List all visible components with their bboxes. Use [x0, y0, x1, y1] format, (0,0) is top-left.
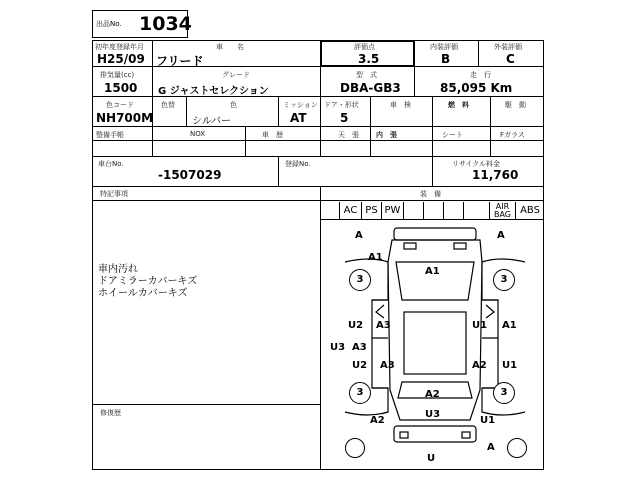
right-mirror [486, 305, 494, 318]
taillight-left [400, 432, 408, 438]
door-label: ドア・形状 [324, 101, 359, 109]
model-value: DBA-GB3 [340, 81, 401, 95]
damage-mark: A [487, 442, 495, 453]
damage-mark: U2 [348, 320, 364, 331]
repair-history-label: 修復歴 [100, 409, 121, 417]
year-label: 初年度登録年月 [95, 43, 144, 51]
inspection-label: 車 検 [390, 101, 411, 109]
recycle-label: リサイクル料金 [452, 160, 501, 168]
damage-mark: U1 [480, 415, 496, 426]
taillight-right [462, 432, 470, 438]
damage-mark: U2 [352, 360, 368, 371]
left-mirror [376, 305, 384, 318]
mileage-label: 走 行 [470, 71, 491, 79]
rear-bumper [394, 426, 476, 442]
tire-front-right: 3 [493, 269, 515, 291]
equipment-airbag: AIR BAG [490, 202, 516, 219]
headlight-left [404, 243, 416, 249]
mission-value: AT [290, 111, 307, 125]
registration-label: 登録No. [285, 160, 311, 168]
interior-value: B [441, 52, 451, 66]
manual-label: 整備手帳 [96, 131, 124, 139]
recycle-value: 11,760 [472, 168, 519, 182]
grade-label: グレード [222, 71, 250, 79]
damage-mark: A1 [502, 320, 517, 331]
nox-label: NOX [190, 130, 206, 138]
color-swap-label: 色替 [161, 101, 175, 109]
damage-mark: A3 [380, 360, 395, 371]
equipment-ps: PS [362, 202, 382, 219]
right-door-lines [482, 300, 498, 388]
seat-label: シート [442, 131, 463, 139]
damage-mark: A1 [368, 252, 383, 263]
damage-mark: U1 [472, 320, 488, 331]
damage-mark: U3 [330, 342, 346, 353]
mileage-value: 85,095 Km [440, 81, 513, 95]
score-value: 3.5 [358, 52, 380, 66]
damage-mark: A2 [370, 415, 385, 426]
equipment-label: 装 備 [420, 190, 441, 198]
drive-label: 駆 動 [505, 101, 526, 109]
damage-mark: A2 [472, 360, 487, 371]
damage-mark: A [497, 230, 505, 241]
equipment-ac: AC [340, 202, 362, 219]
tire-rear-right: 3 [493, 382, 515, 404]
mission-label: ミッション [283, 101, 318, 109]
fuel-label: 燃 料 [448, 101, 469, 109]
chassis-value: -1507029 [158, 168, 222, 182]
history-label: 車 歴 [262, 131, 283, 139]
displacement-label: 排気量(cc) [100, 71, 135, 79]
spare-tire-circle [507, 438, 527, 458]
model-label: 型 式 [356, 71, 377, 79]
color-code-value: NH700M [96, 111, 154, 125]
lot-number-label: 出品No. [96, 20, 122, 28]
damage-mark: U1 [502, 360, 518, 371]
damage-mark: U [427, 453, 436, 464]
color-code-label: 色コード [106, 101, 134, 109]
car-label: 車 名 [216, 43, 244, 51]
interior-label: 内装評価 [430, 43, 458, 51]
equipment-abs: ABS [520, 205, 540, 216]
spare-tire-circle [345, 438, 365, 458]
tire-front-left: 3 [349, 269, 371, 291]
left-door-lines [372, 300, 388, 388]
equipment-pw: PW [382, 202, 404, 219]
damage-mark: A2 [425, 389, 440, 400]
note-line: ドアミラーカバーキズ [98, 276, 198, 287]
lot-number: 1034 [139, 13, 192, 35]
damage-mark: A [355, 230, 363, 241]
door-value: 5 [340, 111, 349, 125]
chassis-label: 車台No. [98, 160, 124, 168]
displacement-value: 1500 [104, 81, 138, 95]
damage-mark: A3 [352, 342, 367, 353]
damage-mark: A1 [425, 266, 440, 277]
notes-label: 特記事項 [100, 190, 128, 198]
exterior-label: 外装評価 [494, 43, 522, 51]
damage-mark: A3 [376, 320, 391, 331]
tire-rear-left: 3 [349, 382, 371, 404]
color-label: 色 [230, 101, 237, 109]
note-line: ホイールカバーキズ [98, 288, 188, 299]
grade-value: G ジャストセレクション [158, 86, 269, 97]
front-bumper [394, 228, 476, 240]
color-value: シルバー [192, 116, 232, 127]
sunroof-label: 天 張 [338, 131, 359, 139]
interior-roof-label: 内 張 [376, 131, 397, 139]
roof [404, 312, 466, 374]
damage-mark: U3 [425, 409, 441, 420]
glass-label: Fガラス [500, 131, 525, 139]
score-label: 評価点 [354, 43, 375, 51]
year-value: H25/09 [97, 52, 145, 66]
car-value: フリード [156, 54, 204, 68]
exterior-value: C [506, 52, 515, 66]
headlight-right [454, 243, 466, 249]
note-line: 車内汚れ [98, 264, 138, 275]
